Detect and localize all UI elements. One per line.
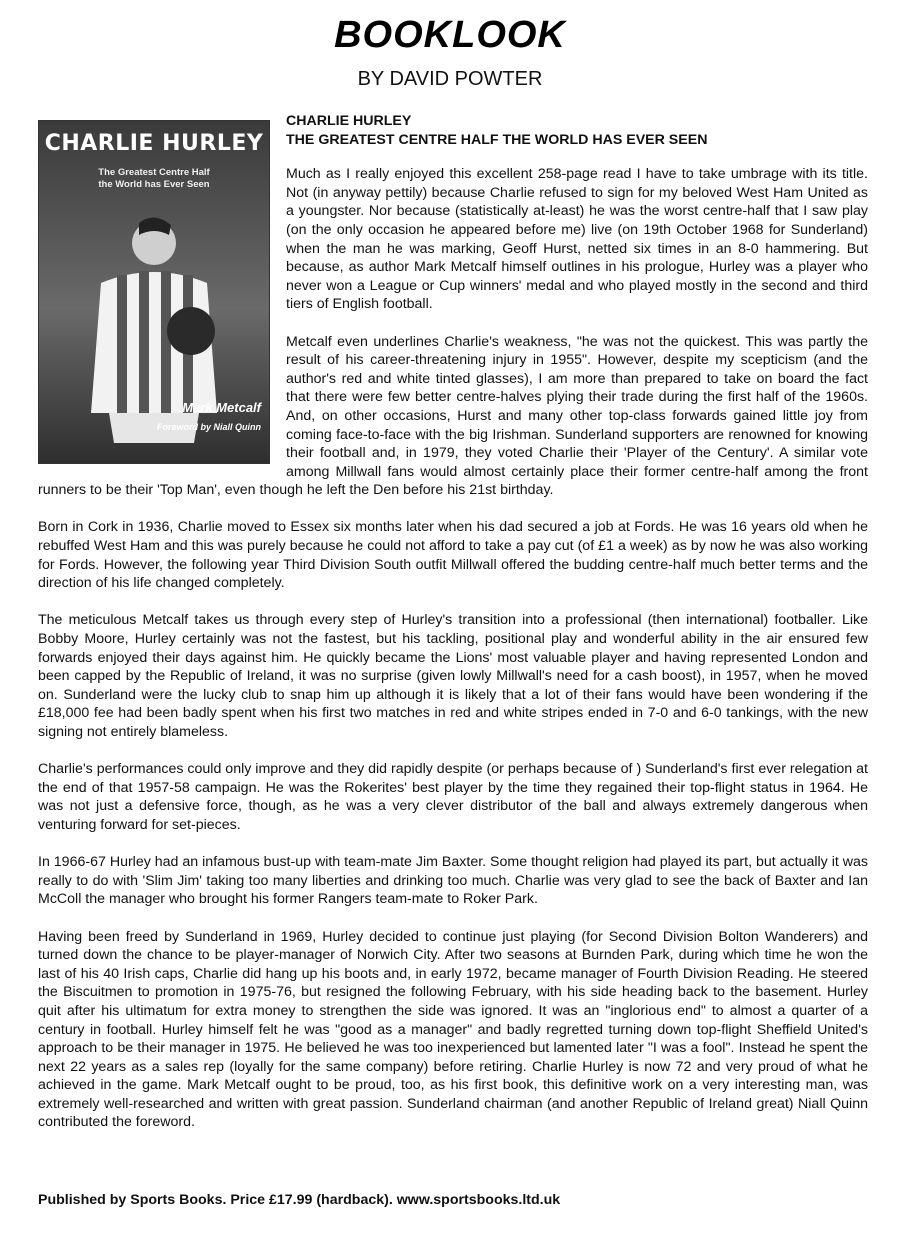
- paragraph: The meticulous Metcalf takes us through every step of Hurley's transition into a professional (then international) footballer. Like Bobby Moore, Hurley certainly was not the fastest, but his tackling, positional play and wonderful ability in the air ensured few forwards enjoyed their days against him. He quickly became the Lions' most valuable player and having represented London and been capped by the Republic of Ireland, it was no surprise (given lowly Millwall's need for a cash boost), in 1957, when he moved on. Sunderland were the lucky club to snap him up although it is likely that a lot of their fans would have been wondering if the £18,000 fee had been badly spent when his first two matches in red and white stripes ended in 7-0 and 6-0 tankings, with the new signing not entirely blameless.: [38, 612, 868, 740]
- cover-subtitle: [74, 167, 234, 191]
- paragraph: Charlie's performances could only improve and they did rapidly despite (or perhaps because of ) Sunderland's first ever relegation at the end of that 1957-58 campaign. He was the Rokerites' best player by the time they regained their top-flight status in 1964. He was not just a defensive force, though, as he was a very clever distributor of the ball and always extremely dangerous when venturing forward for set-pieces.: [38, 761, 868, 833]
- cover-title: CHARLIE HURLEY: [44, 131, 264, 156]
- paragraph: Much as I really enjoyed this excellent 258-page read I have to take umbrage with its title. Not (in anyway pettily) because Charlie refused to sign for my beloved West Ham United as a youngster. Nor because (statistically at-least) he was the worst centre-half that I saw play (on the only occasion he appeared before me) live (on 19th October 1968 for Sunderland) when the man he was marking, Geoff Hurst, netted six times in an 8-0 hammering. But because, as author Mark Metcalf himself outlines in his prologue, Hurley was a player who never won a League or Cup winners' medal and who played mostly in the second and third tiers of English football.: [286, 166, 868, 313]
- publisher-footer: Published by Sports Books. Price £17.99 (hardback). www.sportsbooks.ltd.uk: [38, 1192, 561, 1208]
- paragraph: Metcalf even underlines Charlie's weakness, "he was not the quickest. This was partly the result of his career-threatening injury in 1955". However, despite my scepticism (and the author's red and white tinted glasses), I am more than prepared to take on board the fact that there were few better centre-halves plying their trade during the first half of the 1960s. And, on other occasions, Hurst and many other top-class forwards gained little joy from coming face-to-face with the big Irishman. Sunderland supporters are renowned for knowing their football and, in 1979, they voted Charlie their 'Player of the Century'. A similar vote among Millwall fans would almost certainly place their former centre-half among the front runners to be their 'Top Man', even though he left the Den before his 21st birthday.: [38, 333, 868, 499]
- cover-subtitle-line2: the World has Ever Seen: [98, 179, 210, 190]
- byline: BY DAVID POWTER: [357, 68, 543, 90]
- book-cover-image: [38, 120, 270, 464]
- paragraph: Born in Cork in 1936, Charlie moved to Essex six months later when his dad secured a job at Fords. He was 16 years old when he rebuffed West Ham and this was purely because he could not afford to take a pay cut (of £1 a week) as by now he was also working for Fords. However, the following year Third Division South outfit Millwall offered the budding centre-half much better terms and the direction of his life changed completely.: [38, 519, 868, 592]
- paragraph: Having been freed by Sunderland in 1969, Hurley decided to continue just playing (for Second Division Bolton Wanderers) and turned down the chance to be player-manager of Norwich City. After two seasons at Burnden Park, during which time he won the last of his 40 Irish caps, Charlie did hang up his boots and, in early 1972, became manager of Fourth Division Reading. He steered the Biscuitmen to promotion in 1975-76, but resigned the following February, with his side heading back to the basement. Hurley quit after his ultimatum for extra money to strengthen the side was ignored. It was an "inglorious end" to almost a quarter of a century in football. Hurley himself felt he was "good as a manager" and badly regretted turning down top-flight Sheffield United's approach to be their manager in 1975. He believed he was too inexperienced but lamented later "I was a fool". Instead he spent the next 22 years as a sales rep (loyally for the same company) before retiring. Charlie Hurley is now 72 and very proud of what he achieved in the game. Mark Metcalf ought to be proud, too, as his first book, this definitive work on a very interesting man, was extremely well-researched and written with great passion. Sunderland chairman (and another Republic of Ireland great) Niall Quinn contributed the foreword.: [38, 928, 868, 1131]
- masthead-title: BOOKLOOK: [334, 14, 566, 56]
- article: [38, 112, 868, 1151]
- paragraph: In 1966-67 Hurley had an infamous bust-up with team-mate Jim Baxter. Some thought religion had played its part, but actually it was really to do with 'Slim Jim' taking too many liberties and drinking too much. Charlie was very glad to see the back of Baxter and Ian McColl the manager who brought his former Rangers team-mate to Roker Park.: [38, 854, 868, 908]
- cover-subtitle-line1: The Greatest Centre Half: [98, 167, 210, 178]
- cover-foreword: Foreword by Niall Quinn: [156, 422, 261, 432]
- headline-line1: CHARLIE HURLEY: [286, 113, 412, 129]
- headline-line2: THE GREATEST CENTRE HALF THE WORLD HAS EVER SEEN: [286, 131, 708, 148]
- cover-author: Mark Metcalf: [182, 400, 261, 415]
